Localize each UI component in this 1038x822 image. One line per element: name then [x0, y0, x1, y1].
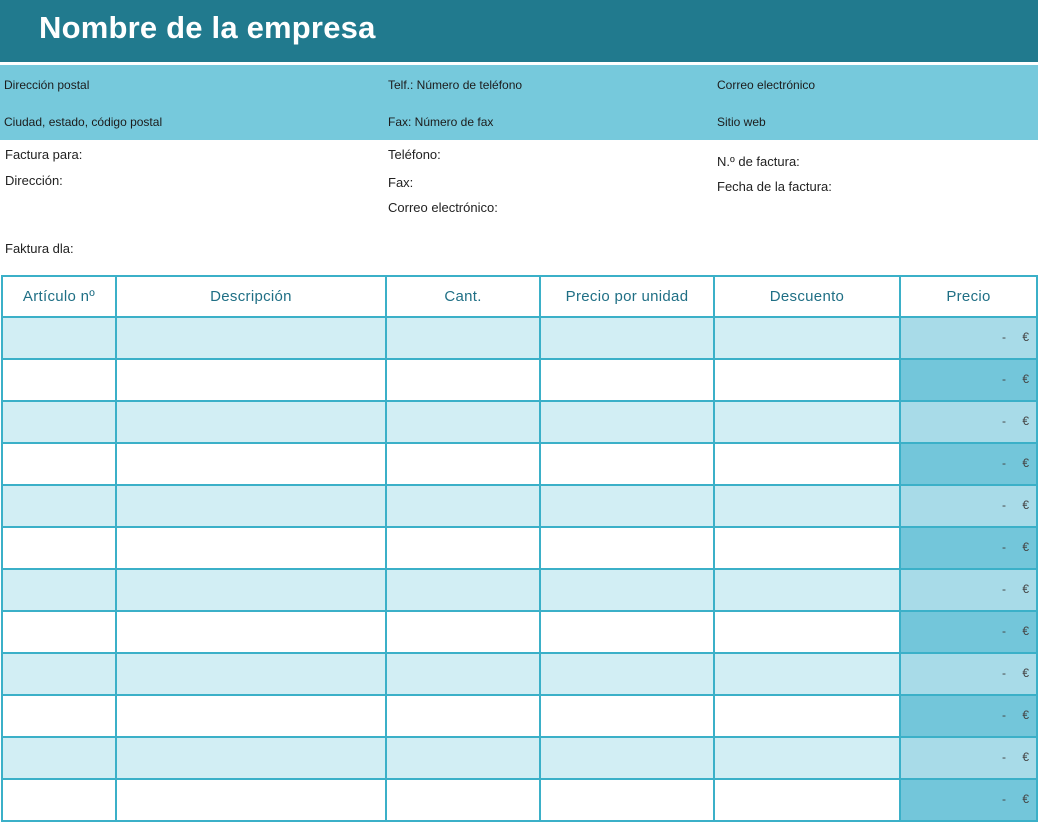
bill-address-label[interactable]: Dirección: — [5, 173, 63, 188]
price-value: - — [1002, 330, 1006, 344]
currency-symbol: € — [1022, 582, 1029, 596]
cell-item-no[interactable] — [2, 485, 116, 527]
price-value: - — [1002, 750, 1006, 764]
price-value: - — [1002, 792, 1006, 806]
cell-discount[interactable] — [714, 527, 900, 569]
currency-symbol: € — [1022, 414, 1029, 428]
table-row — [2, 737, 1037, 779]
cell-price[interactable] — [900, 527, 1037, 569]
cell-description[interactable] — [116, 485, 386, 527]
cell-quantity[interactable] — [386, 695, 540, 737]
cell-description[interactable] — [116, 737, 386, 779]
col-header-price[interactable]: Precio — [900, 276, 1037, 317]
cell-description[interactable] — [116, 527, 386, 569]
cell-item-no[interactable] — [2, 443, 116, 485]
company-name[interactable]: Nombre de la empresa — [39, 10, 376, 45]
city-state-zip[interactable]: Ciudad, estado, código postal — [4, 115, 163, 129]
col-header-item-no[interactable]: Artículo nº — [2, 276, 116, 317]
currency-symbol: € — [1022, 624, 1029, 638]
cell-discount[interactable] — [714, 695, 900, 737]
cell-description[interactable] — [116, 569, 386, 611]
cell-quantity[interactable] — [386, 527, 540, 569]
currency-symbol: € — [1022, 498, 1029, 512]
cell-quantity[interactable] — [386, 443, 540, 485]
bill-email-label[interactable]: Correo electrónico: — [388, 200, 498, 215]
cell-price[interactable] — [900, 401, 1037, 443]
cell-discount[interactable] — [714, 737, 900, 779]
cell-price[interactable] — [900, 653, 1037, 695]
cell-item-no[interactable] — [2, 695, 116, 737]
line-items-table — [1, 275, 1038, 822]
cell-description[interactable] — [116, 611, 386, 653]
cell-item-no[interactable] — [2, 611, 116, 653]
cell-item-no[interactable] — [2, 779, 116, 821]
col-header-quantity[interactable]: Cant. — [386, 276, 540, 317]
cell-unit-price[interactable] — [540, 359, 714, 401]
table-row — [2, 359, 1037, 401]
currency-symbol: € — [1022, 372, 1029, 386]
price-value: - — [1002, 372, 1006, 386]
company-fax[interactable]: Fax: Número de fax — [388, 115, 494, 129]
table-row — [2, 317, 1037, 359]
table-row — [2, 569, 1037, 611]
invoice-number-label[interactable]: N.º de factura: — [717, 154, 800, 169]
cell-unit-price[interactable] — [540, 401, 714, 443]
table-row — [2, 443, 1037, 485]
company-header — [0, 0, 1038, 65]
cell-discount[interactable] — [714, 359, 900, 401]
cell-unit-price[interactable] — [540, 737, 714, 779]
price-value: - — [1002, 414, 1006, 428]
table-row — [2, 527, 1037, 569]
cell-discount[interactable] — [714, 485, 900, 527]
cell-quantity[interactable] — [386, 485, 540, 527]
cell-description[interactable] — [116, 359, 386, 401]
cell-price[interactable] — [900, 737, 1037, 779]
table-header-row — [2, 276, 1037, 317]
col-header-description[interactable]: Descripción — [116, 276, 386, 317]
price-value: - — [1002, 498, 1006, 512]
price-value: - — [1002, 666, 1006, 680]
col-header-unit-price[interactable]: Precio por unidad — [540, 276, 714, 317]
invoice-date-label[interactable]: Fecha de la factura: — [717, 179, 832, 194]
currency-symbol: € — [1022, 666, 1029, 680]
cell-price[interactable] — [900, 695, 1037, 737]
cell-quantity[interactable] — [386, 779, 540, 821]
cell-description[interactable] — [116, 779, 386, 821]
cell-unit-price[interactable] — [540, 653, 714, 695]
cell-quantity[interactable] — [386, 653, 540, 695]
cell-item-no[interactable] — [2, 317, 116, 359]
table-row — [2, 611, 1037, 653]
company-email[interactable]: Correo electrónico — [717, 78, 816, 92]
currency-symbol: € — [1022, 708, 1029, 722]
invoice-for-label[interactable]: Factura para: — [5, 147, 83, 162]
cell-item-no[interactable] — [2, 401, 116, 443]
price-value: - — [1002, 582, 1006, 596]
postal-address[interactable]: Dirección postal — [4, 78, 90, 92]
cell-item-no[interactable] — [2, 737, 116, 779]
cell-unit-price[interactable] — [540, 527, 714, 569]
cell-price[interactable] — [900, 779, 1037, 821]
currency-symbol: € — [1022, 330, 1029, 344]
cell-price[interactable] — [900, 569, 1037, 611]
currency-symbol: € — [1022, 540, 1029, 554]
cell-discount[interactable] — [714, 569, 900, 611]
company-phone[interactable]: Telf.: Número de teléfono — [388, 78, 523, 92]
cell-unit-price[interactable] — [540, 569, 714, 611]
cell-unit-price[interactable] — [540, 695, 714, 737]
invoice-day-label[interactable]: Faktura dla: — [5, 241, 74, 256]
price-value: - — [1002, 456, 1006, 470]
cell-quantity[interactable] — [386, 359, 540, 401]
table-row — [2, 779, 1037, 821]
currency-symbol: € — [1022, 750, 1029, 764]
table-row — [2, 401, 1037, 443]
cell-price[interactable] — [900, 485, 1037, 527]
cell-price[interactable] — [900, 611, 1037, 653]
cell-quantity[interactable] — [386, 569, 540, 611]
cell-description[interactable] — [116, 317, 386, 359]
bill-phone-label[interactable]: Teléfono: — [388, 147, 441, 162]
cell-unit-price[interactable] — [540, 443, 714, 485]
cell-description[interactable] — [116, 443, 386, 485]
col-header-discount[interactable]: Descuento — [714, 276, 900, 317]
table-row — [2, 695, 1037, 737]
table-row — [2, 653, 1037, 695]
currency-symbol: € — [1022, 792, 1029, 806]
cell-discount[interactable] — [714, 443, 900, 485]
cell-price[interactable] — [900, 317, 1037, 359]
cell-description[interactable] — [116, 401, 386, 443]
contact-band — [0, 65, 1038, 140]
cell-unit-price[interactable] — [540, 779, 714, 821]
cell-price[interactable] — [900, 359, 1037, 401]
cell-price[interactable] — [900, 443, 1037, 485]
cell-quantity[interactable] — [386, 401, 540, 443]
cell-quantity[interactable] — [386, 317, 540, 359]
currency-symbol: € — [1022, 456, 1029, 470]
price-value: - — [1002, 708, 1006, 722]
cell-discount[interactable] — [714, 611, 900, 653]
company-website[interactable]: Sitio web — [717, 115, 766, 129]
bill-fax-label[interactable]: Fax: — [388, 175, 414, 190]
table-row — [2, 485, 1037, 527]
cell-description[interactable] — [116, 695, 386, 737]
cell-discount[interactable] — [714, 317, 900, 359]
cell-unit-price[interactable] — [540, 611, 714, 653]
cell-quantity[interactable] — [386, 737, 540, 779]
cell-item-no[interactable] — [2, 359, 116, 401]
cell-discount[interactable] — [714, 653, 900, 695]
price-value: - — [1002, 624, 1006, 638]
cell-discount[interactable] — [714, 401, 900, 443]
cell-item-no[interactable] — [2, 569, 116, 611]
price-value: - — [1002, 540, 1006, 554]
cell-description[interactable] — [116, 653, 386, 695]
cell-item-no[interactable] — [2, 527, 116, 569]
cell-quantity[interactable] — [386, 611, 540, 653]
cell-unit-price[interactable] — [540, 317, 714, 359]
cell-item-no[interactable] — [2, 653, 116, 695]
cell-discount[interactable] — [714, 779, 900, 821]
cell-unit-price[interactable] — [540, 485, 714, 527]
